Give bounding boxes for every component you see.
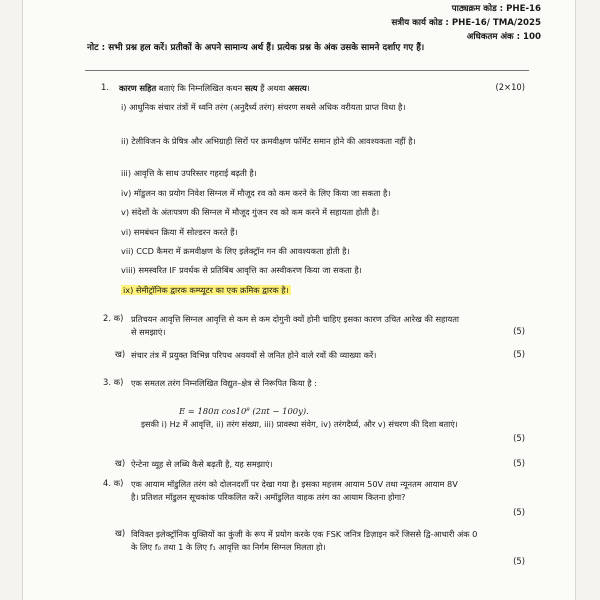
q3a-label: 3. क)	[103, 377, 124, 387]
q2a-label: 2. क)	[103, 313, 124, 323]
q4a-text: एक आयाम मॉडुलित तरंग को दोलनदर्शी पर देखा गया है। इसका महत्तम आयाम 50V तथा न्यूनतम आयाम 8V है। प्रतिशत मॉडुलन सूचकांक परिकलित करें। अमॉडुलित वाहक तरंग का आयाम कितना होगा?	[131, 479, 458, 502]
instructions-note: नोट : सभी प्रश्न हल करें। प्रतीकों के अपने सामान्य अर्थ हैं। प्रत्येक प्रश्न के अंक उसके सामने दर्शाए गए हैं।	[87, 43, 425, 53]
q4a-label: 4. क)	[103, 478, 124, 488]
q1-number: 1.	[101, 82, 109, 92]
q2b-marks: (5)	[513, 349, 525, 359]
q1-item-9	[121, 284, 491, 297]
assignment-page	[22, 0, 576, 600]
q3a-sub: इसकी i) Hz में आवृत्ति, ii) तरंग संख्या, iii) प्रावस्था संवेग, iv) तरंगदैर्घ्य, और v) संचरण की दिशा बताएं।	[141, 419, 458, 429]
q3b-label: ख)	[115, 458, 126, 468]
q1-item-2: ii) टेलीविजन के प्रेषित्र और अभिग्राही सिरों पर क्रमवीक्षण फॉर्मेट समान होने की आवश्यकता नहीं है।	[121, 136, 416, 146]
q1-item-3: iii) आवृत्ति के साथ उपरिस्तर गहराई बढ़ती है।	[121, 168, 257, 178]
q4b-text: विविक्त इलेक्ट्रॉनिक युक्तियों का कुंजी के रूप में प्रयोग करके एक FSK जनित्र डिज़ाइन करें जिससे द्वि-आधारी अंक 0 के लिए f₀ तथा 1 के लिए f₁ आवृत्ति का निर्गम सिग्नल मिलता हो।	[131, 529, 478, 552]
q2a-text: प्रतिचयन आवृत्ति सिग्नल आवृत्ति से कम से कम दोगुनी क्यों होनी चाहिए इसका कारण उचित आरेख की सहायता से समझाएं।	[131, 314, 459, 337]
q4b-marks: (5)	[513, 556, 525, 566]
max-marks: अधिकतम अंक : 100	[466, 32, 541, 42]
q3a-text: एक समतल तरंग निम्नलिखित विद्युत–क्षेत्र से निरूपित किया है :	[131, 378, 318, 388]
q1-item-5: v) संदेशों के अंतःपत्रण की सिग्नल में मौजूद गुंजन रव को कम करने में सहायता होती है।	[121, 207, 380, 217]
q3b-text: ऐन्टेना व्यूह से लब्धि कैसे बढ़ती है, यह समझाएं।	[131, 459, 273, 469]
course-code: पाठ्यक्रम कोड : PHE-16	[451, 4, 541, 14]
q4b-label: ख)	[115, 528, 126, 538]
q1-item-6: vi) समबंधन क्रिया में सोल्डरन करते हैं।	[121, 227, 238, 237]
q2b-label: ख)	[115, 349, 126, 359]
q3-formula: E = 180π cos10⁸ (2πt − 100y).	[179, 406, 309, 416]
q1-prompt-bold: कारण सहित	[119, 83, 157, 93]
q3a-marks: (5)	[513, 433, 525, 443]
q1-prompt: कारण सहित बताएं कि निम्नलिखित कथन सत्य हैं अथवा असत्य।	[119, 83, 310, 93]
q2a-marks: (5)	[513, 326, 525, 336]
q4a-marks: (5)	[513, 507, 525, 517]
q2b-text: संचार तंत्र में प्रयुक्त विभिन्न परिपथ अवयवों से जनित होने वाले रवों की व्याख्या करें।	[131, 350, 377, 360]
q1-item-1: i) आधुनिक संचार तंत्रों में ध्वनि तरंग (अनुदैर्ध्य तरंग) संचरण सबसे अधिक वरीयता प्राप्त विधा है।	[121, 102, 406, 112]
q3b-marks: (5)	[513, 458, 525, 468]
assignment-code: सत्रीय कार्य कोड : PHE-16/ TMA/2025	[391, 18, 541, 28]
divider	[85, 70, 529, 71]
q1-item-8: viii) समस्वरित IF प्रवर्धक से प्रतिबिंब आवृत्ति का अस्वीकरण किया जा सकता है।	[121, 265, 362, 275]
q1-item-4: iv) मॉडुलन का प्रयोग निवेश सिग्नल में मौजूद रव को कम करने के लिए किया जा सकता है।	[121, 188, 391, 198]
q1-item-7: vii) CCD कैमरा में क्रमवीक्षण के लिए इलेक्ट्रॉन गन की आवश्यकता होती है।	[121, 246, 350, 256]
q1-marks: (2×10)	[495, 82, 525, 92]
header-block	[391, 2, 541, 44]
highlighted-text: ix) सेमीट्रॉनिक द्वारक कम्प्यूटर का एक क्रमिक द्वारक है।	[123, 285, 289, 295]
